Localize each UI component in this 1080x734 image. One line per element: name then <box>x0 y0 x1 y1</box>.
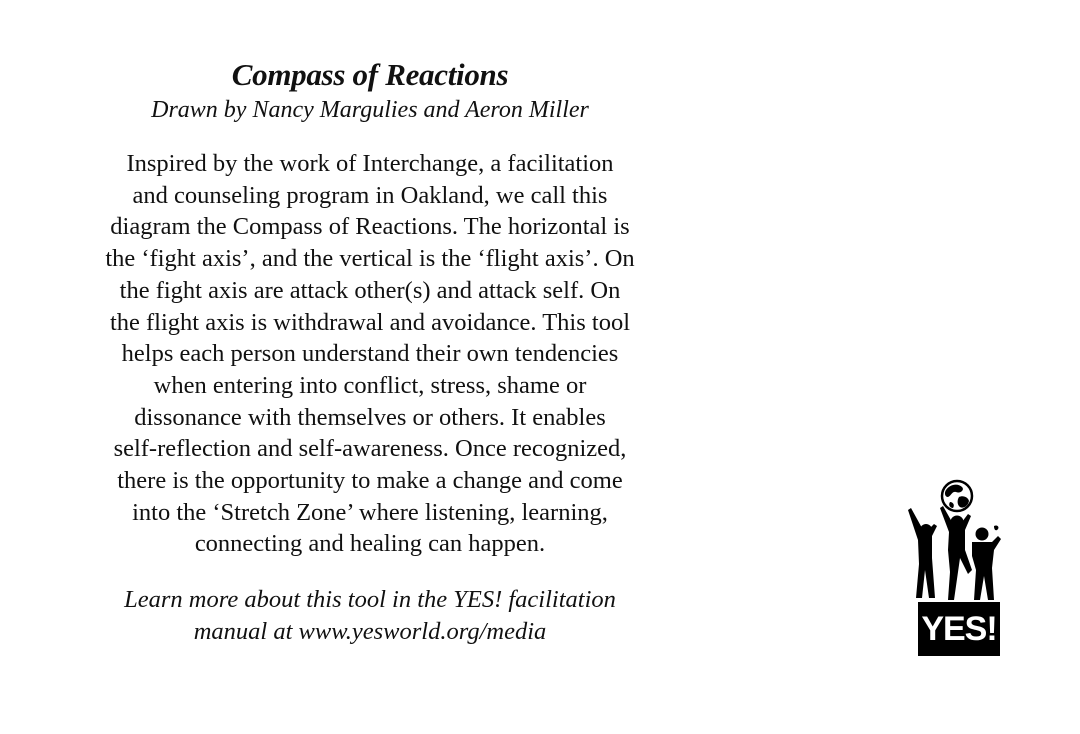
logo-wordmark: YES! <box>921 610 997 648</box>
footer-line: Learn more about this tool in the YES! facilitation <box>124 586 616 614</box>
body-line: dissonance with themselves or others. It enables <box>134 403 606 431</box>
footer-line: manual at www.yesworld.org/media <box>193 618 547 646</box>
card-footer <box>60 584 680 648</box>
body-line: and counseling program in Oakland, we call this <box>132 181 608 209</box>
body-line: the flight axis is withdrawal and avoidance. This tool <box>109 308 631 336</box>
body-line: helps each person understand their own tendencies <box>121 340 619 368</box>
body-line: into the ‘Stretch Zone’ where listening, learning, <box>132 498 608 526</box>
body-line: when entering into conflict, stress, shame or <box>153 371 587 399</box>
people-silhouettes-icon <box>908 506 1001 600</box>
card-title: Compass of Reactions <box>231 57 509 92</box>
body-line: there is the opportunity to make a change and come <box>117 467 623 495</box>
body-line: self-reflection and self-awareness. Once recognized, <box>113 435 627 463</box>
logo-illustration <box>902 478 1002 604</box>
globe-icon <box>942 481 972 511</box>
yes-logo <box>902 478 1002 658</box>
logo-wordmark-box <box>918 602 1000 656</box>
body-line: connecting and healing can happen. <box>194 530 546 558</box>
body-line: the fight axis are attack other(s) and attack self. On <box>119 276 621 304</box>
body-line: diagram the Compass of Reactions. The horizontal is <box>110 213 630 241</box>
card-body <box>60 148 680 560</box>
body-line: the ‘fight axis’, and the vertical is the ‘flight axis’. On <box>105 245 635 273</box>
body-line: Inspired by the work of Interchange, a facilitation <box>126 150 614 177</box>
card-subtitle: Drawn by Nancy Margulies and Aeron Miller <box>151 97 589 123</box>
card-text-block <box>60 56 680 648</box>
